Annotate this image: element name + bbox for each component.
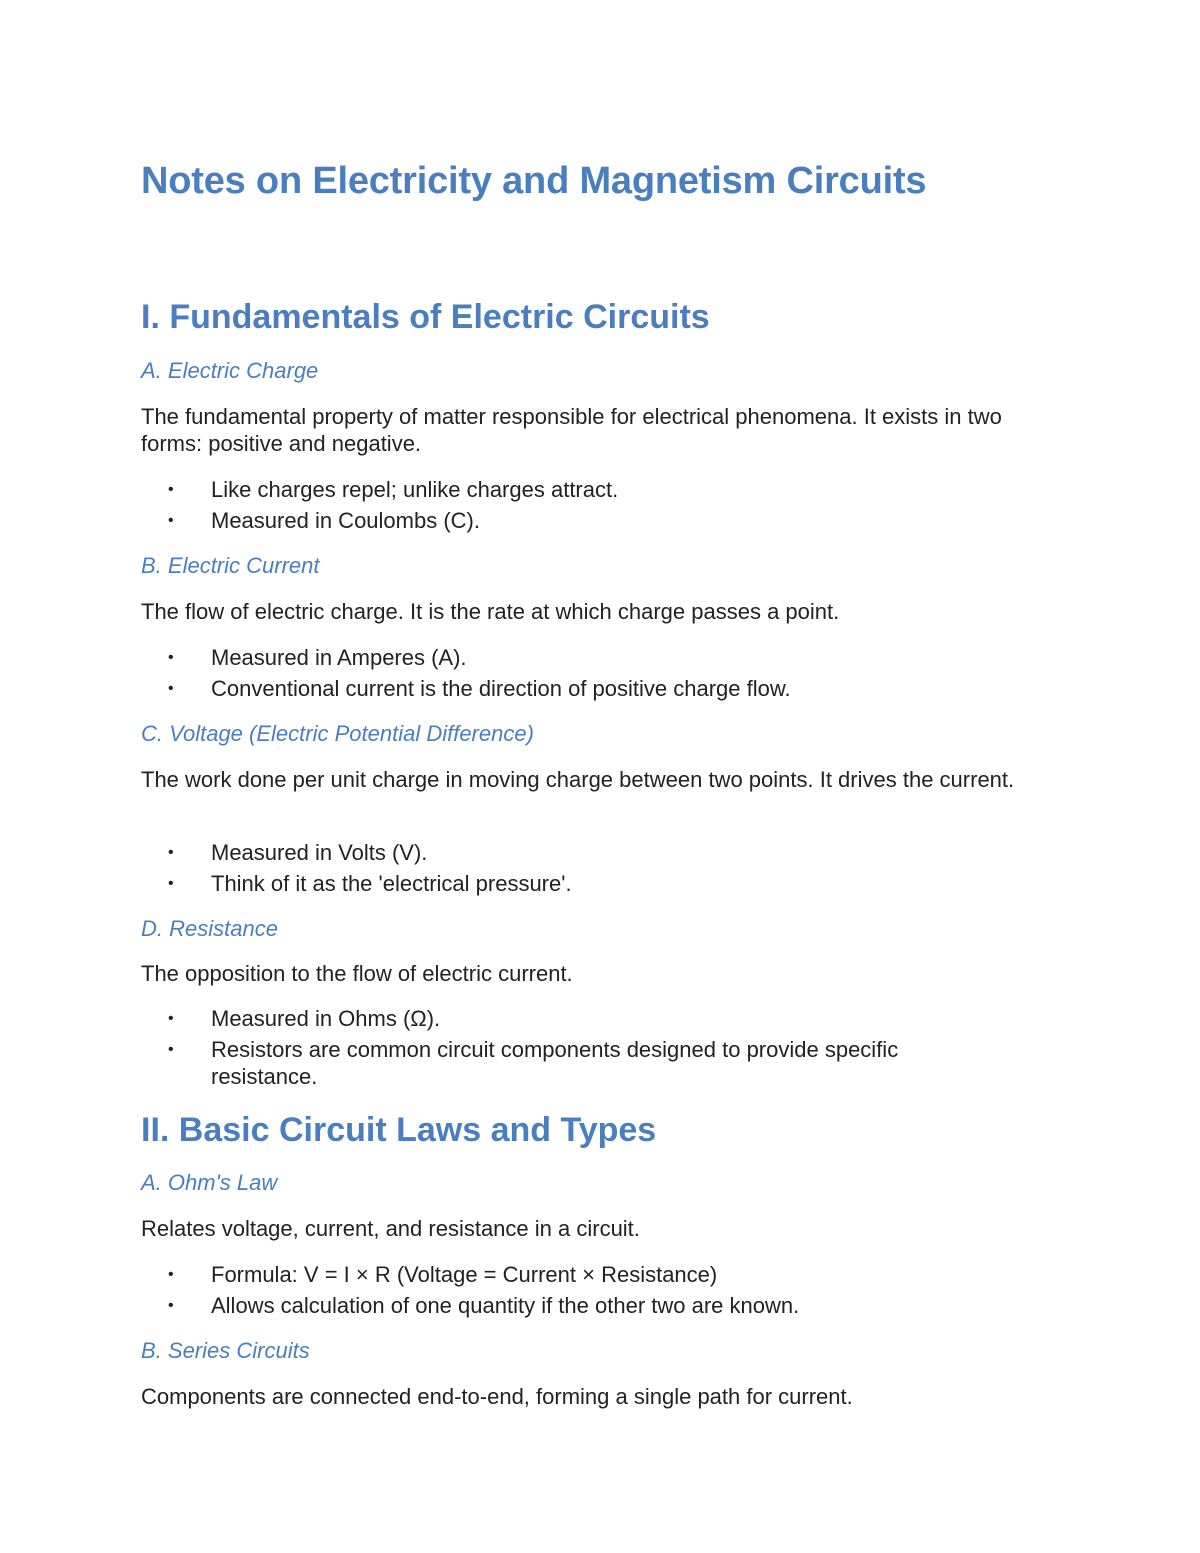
list-item <box>141 644 961 671</box>
list-item-text: Think of it as the 'electrical pressure'. <box>211 871 572 896</box>
list-item-text: Like charges repel; unlike charges attract. <box>211 477 619 502</box>
list-item <box>141 870 961 897</box>
section-heading-fundamentals: I. Fundamentals of Electric Circuits <box>141 298 710 336</box>
list-item-text: Measured in Amperes (A). <box>211 645 467 670</box>
list-item-text: Allows calculation of one quantity if the other two are known. <box>211 1293 800 1318</box>
subsection-heading-electric-charge: A. Electric Charge <box>141 358 319 383</box>
bullet-list-ohms-law <box>141 1261 961 1323</box>
list-item-text: Conventional current is the direction of positive charge flow. <box>211 676 791 701</box>
paragraph-electric-charge: The fundamental property of matter responsible for electrical phenomena. It exists in two forms: positive and negative. <box>141 404 1002 456</box>
list-item <box>141 1292 961 1319</box>
list-item-text: Resistors are common circuit components designed to provide specific resistance. <box>211 1037 899 1089</box>
bullet-icon: • <box>168 481 174 498</box>
list-item-text: Measured in Ohms (Ω). <box>211 1006 441 1031</box>
bullet-icon: • <box>168 875 174 892</box>
paragraph-electric-current: The flow of electric charge. It is the rate at which charge passes a point. <box>141 599 840 624</box>
list-item <box>141 1261 961 1288</box>
bullet-icon: • <box>168 680 174 697</box>
bullet-icon: • <box>168 1041 174 1058</box>
subsection-heading-resistance: D. Resistance <box>141 916 278 941</box>
bullet-icon: • <box>168 1297 174 1314</box>
paragraph-resistance: The opposition to the flow of electric current. <box>141 961 573 986</box>
paragraph-voltage: The work done per unit charge in moving charge between two points. It drives the current. <box>141 767 1015 792</box>
list-item-text: Measured in Coulombs (C). <box>211 508 480 533</box>
list-item <box>141 507 961 534</box>
bullet-icon: • <box>168 1266 174 1283</box>
bullet-icon: • <box>168 512 174 529</box>
list-item <box>141 1005 961 1032</box>
list-item <box>141 675 961 702</box>
bullet-list-resistance <box>141 1005 961 1094</box>
subsection-heading-electric-current: B. Electric Current <box>141 553 320 578</box>
bullet-list-voltage <box>141 839 961 901</box>
subsection-heading-voltage: C. Voltage (Electric Potential Difference) <box>141 721 534 746</box>
list-item <box>141 476 961 503</box>
bullet-list-electric-current <box>141 644 961 706</box>
section-heading-circuit-laws: II. Basic Circuit Laws and Types <box>141 1111 657 1149</box>
bullet-list-electric-charge <box>141 476 961 538</box>
paragraph-series-circuits: Components are connected end-to-end, forming a single path for current. <box>141 1384 853 1409</box>
subsection-heading-ohms-law: A. Ohm's Law <box>141 1170 278 1195</box>
bullet-icon: • <box>168 1010 174 1027</box>
bullet-icon: • <box>168 844 174 861</box>
list-item-text: Formula: V = I × R (Voltage = Current × Resistance) <box>211 1262 718 1287</box>
list-item <box>141 1036 961 1090</box>
document-title: Notes on Electricity and Magnetism Circuits <box>141 160 927 202</box>
bullet-icon: • <box>168 649 174 666</box>
list-item <box>141 839 961 866</box>
subsection-heading-series-circuits: B. Series Circuits <box>141 1338 310 1363</box>
paragraph-ohms-law: Relates voltage, current, and resistance in a circuit. <box>141 1216 640 1241</box>
list-item-text: Measured in Volts (V). <box>211 840 428 865</box>
